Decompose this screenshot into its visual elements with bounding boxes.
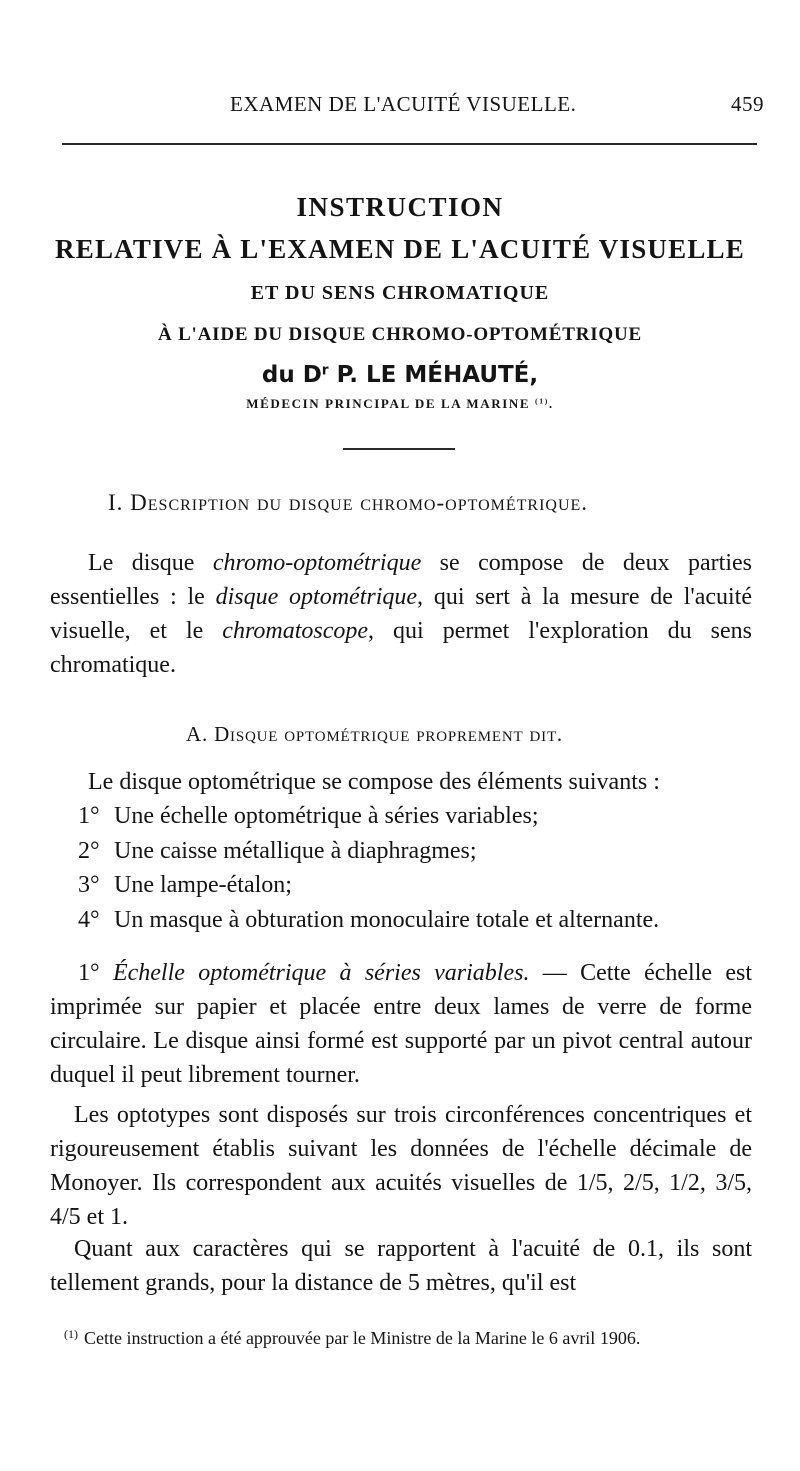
author-line bbox=[40, 362, 760, 388]
sub-heading: A. Disque optométrique proprement dit. bbox=[186, 722, 563, 746]
title-line-2: RELATIVE À L'EXAMEN DE L'ACUITÉ VISUELLE bbox=[55, 234, 745, 264]
paragraph-4 bbox=[50, 1232, 752, 1300]
para2-text: — Cette échelle est imprimée sur papier et placée entre deux lames de verre de forme circulaire. Le disque ainsi formé est supporté par un pivot central autour duquel il peut librement tourner. bbox=[50, 960, 753, 1088]
title-line-4: À L'AIDE DU DISQUE CHROMO-OPTOMÉTRIQUE bbox=[158, 324, 642, 345]
paragraph-1 bbox=[50, 546, 752, 682]
para1-text-1: Le disque bbox=[88, 550, 213, 576]
list-item bbox=[78, 903, 758, 938]
list-item bbox=[78, 868, 758, 903]
header-rule bbox=[62, 143, 757, 145]
title-line-1: INSTRUCTION bbox=[296, 192, 504, 222]
para1-italic-1: chromo-optométrique bbox=[212, 550, 422, 576]
list-item-number: 2° bbox=[78, 837, 100, 864]
footnote-reference: (1) bbox=[535, 396, 549, 406]
list-intro-text: Le disque optométrique se compose des éléments suivants : bbox=[88, 769, 660, 795]
footnote bbox=[50, 1320, 752, 1352]
para1-text-2: se compose de deux parties essentielles : le bbox=[50, 550, 752, 610]
page-number: 459 bbox=[731, 92, 764, 116]
author-role-end: . bbox=[548, 396, 554, 411]
list-intro bbox=[50, 765, 752, 799]
running-title: EXAMEN DE L'ACUITÉ VISUELLE. bbox=[230, 92, 577, 116]
para2-number: 1° bbox=[78, 960, 100, 986]
list-item-text: Une caisse métallique à diaphragmes; bbox=[114, 837, 477, 864]
author-name: P. LE MÉHAUTÉ, bbox=[336, 362, 539, 388]
para2-italic: Échelle optométrique à séries variables. bbox=[112, 960, 530, 986]
para1-text-3: qui sert à la mesure de l'acuité visuelle, et le bbox=[50, 584, 753, 644]
para1-italic-2: disque optométrique, bbox=[215, 584, 424, 610]
list-item-text: Une lampe-étalon; bbox=[114, 872, 292, 898]
title-line-3: ET DU SENS CHROMATIQUE bbox=[250, 282, 550, 304]
section-heading: I. Description du disque chromo-optométrique. bbox=[108, 490, 589, 515]
list-item bbox=[78, 799, 758, 834]
list-item-text: Un masque à obturation monoculaire totale et alternante. bbox=[114, 906, 660, 933]
title-rule bbox=[343, 448, 455, 450]
running-head bbox=[0, 92, 800, 122]
list-item-text: Une échelle optométrique à séries variables; bbox=[114, 803, 539, 829]
list-item-number: 4° bbox=[78, 906, 100, 933]
para3-text: Les optotypes sont disposés sur trois circonférences concentriques et rigoureusement établis suivant les données de l'échelle décimale de Monoyer. Ils correspondent aux acuités visuelles de 1/5, 2/5, 1/2, 3/5, 4/5 et 1. bbox=[50, 1102, 752, 1230]
author-prefix-sup: r bbox=[321, 362, 329, 379]
footnote-mark: (1) bbox=[64, 1327, 78, 1341]
para1-text-4: qui permet l'exploration du sens chromatique. bbox=[50, 618, 752, 678]
author-prefix: du D bbox=[261, 362, 322, 388]
author-role: MÉDECIN PRINCIPAL DE LA MARINE bbox=[246, 396, 531, 411]
para1-italic-3: chromatoscope, bbox=[222, 618, 375, 644]
paragraph-3 bbox=[50, 1098, 752, 1234]
author-role-line bbox=[40, 396, 760, 412]
list-item-number: 3° bbox=[78, 872, 100, 898]
list-item-number: 1° bbox=[78, 803, 100, 829]
list-item bbox=[78, 834, 758, 869]
footnote-text: Cette instruction a été approuvée par le Ministre de la Marine le 6 avril 1906. bbox=[84, 1328, 641, 1348]
paragraph-2 bbox=[50, 956, 752, 1092]
para4-text: Quant aux caractères qui se rapportent à l'acuité de 0.1, ils sont tellement grands, pour la distance de 5 mètres, qu'il est bbox=[50, 1236, 752, 1296]
element-list bbox=[78, 799, 758, 937]
